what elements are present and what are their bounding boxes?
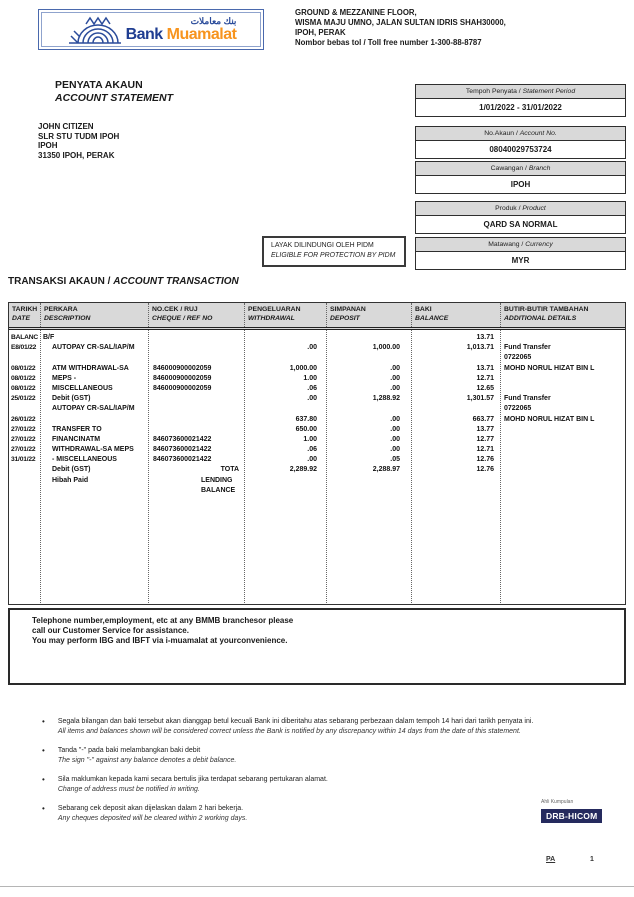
cell-desc <box>41 486 148 496</box>
cell-bal: 12.76 <box>476 466 494 474</box>
label-ms: No.Akaun / <box>484 130 518 137</box>
label-en: Product <box>522 205 546 212</box>
transaction-table <box>8 302 626 605</box>
header-en: DEPOSIT <box>330 314 360 322</box>
note-item <box>42 804 620 823</box>
bank-name-part2: Muamalat <box>166 25 237 43</box>
cell-desc <box>41 353 148 363</box>
header-withdrawal <box>244 303 326 327</box>
note-item <box>42 775 620 794</box>
cell-det: MOHD NORUL HIZAT BIN L <box>504 364 595 372</box>
label-ms: Cawangan / <box>490 165 527 172</box>
note-ms: Sila maklumkan kepada kami secara bertulis jika terdapat sebarang pertukaran alamat. <box>57 776 328 783</box>
cell-wd: .06 <box>307 384 317 392</box>
currency-label <box>416 238 625 252</box>
cell-bal <box>412 353 500 363</box>
cell-det <box>501 486 625 496</box>
notice-line: Telephone number,employment, etc at any BMMB branchesor please <box>32 616 294 625</box>
cell-ref: 846000900002059 <box>153 384 212 392</box>
branch-box <box>415 161 626 194</box>
cell-dep <box>327 476 411 486</box>
cell-wd <box>245 333 326 343</box>
cell-dep: .00 <box>390 425 400 433</box>
customer-address <box>38 122 119 160</box>
cell-dep: .00 <box>390 374 400 382</box>
account-number-box <box>415 126 626 159</box>
account-number-value: 08040029753724 <box>489 145 552 154</box>
bank-address-line: Nombor bebas tol / Toll free number 1-300-88-8787 <box>295 38 482 47</box>
cell-desc: FINANCINATM <box>52 435 101 443</box>
header-en: DATE <box>12 314 30 322</box>
label-en: Account No. <box>519 130 557 137</box>
currency-value: MYR <box>511 256 530 265</box>
cell-dep <box>327 404 411 414</box>
bank-logo-inner <box>41 12 261 47</box>
cell-wd: 637.80 <box>295 415 317 423</box>
cell-desc: MEPS - <box>52 374 77 382</box>
header-description <box>40 303 148 327</box>
cell-d: 27/01/22 <box>11 435 36 443</box>
cell-dep: 2,288.97 <box>372 466 400 474</box>
cell-ref <box>149 404 244 414</box>
statement-title-ms: PENYATA AKAUN <box>55 79 143 91</box>
cell-det: Fund Transfer <box>504 344 551 352</box>
cell-bal: 13.71 <box>476 364 494 372</box>
customer-line: IPOH <box>38 141 58 150</box>
column-desc <box>40 330 148 603</box>
header-additional-details <box>500 303 625 327</box>
label-ms: Matawang / <box>488 241 524 248</box>
cell-ref <box>149 343 244 353</box>
cell-desc: ATM WITHDRAWAL-SA <box>52 364 129 372</box>
cell-wd <box>245 486 326 496</box>
cell-wd <box>245 476 326 486</box>
pidm-line-en: ELIGIBLE FOR PROTECTION BY PIDM <box>271 251 396 259</box>
cell-desc: Hibah Paid <box>52 476 89 484</box>
statement-period-value: 1/01/2022 - 31/01/2022 <box>479 103 562 112</box>
account-number-label <box>416 127 625 141</box>
column-dep <box>326 330 411 603</box>
label-ms: Tempoh Penyata / <box>465 88 521 95</box>
cell-desc: WITHDRAWAL-SA MEPS <box>52 446 134 454</box>
cell-bal: 1,013.71 <box>466 344 494 352</box>
note-item <box>42 717 620 736</box>
cell-dep <box>327 486 411 496</box>
notice-line: You may perform IBG and IBFT via i-muamalat at yourconvenience. <box>32 636 288 645</box>
bottom-divider <box>0 886 634 887</box>
transaction-table-header <box>9 303 625 330</box>
cell-wd: 650.00 <box>295 425 317 433</box>
label-en: Statement Period <box>522 88 576 95</box>
cell-d <box>9 404 40 414</box>
cell-ref: TOTA <box>220 466 239 474</box>
cell-wd: 1,000.00 <box>289 364 317 372</box>
cell-bal: 663.77 <box>472 415 494 423</box>
section-title-ms: TRANSAKSI AKAUN / <box>8 276 111 287</box>
cell-ref: LENDING <box>201 476 233 484</box>
cell-d <box>9 486 40 496</box>
cell-bal: 13.77 <box>476 425 494 433</box>
cell-d: 08/01/22 <box>11 374 36 382</box>
currency-box <box>415 237 626 270</box>
cell-desc: AUTOPAY CR-SAL/IAP/M <box>52 405 135 413</box>
cell-wd: .00 <box>307 456 317 464</box>
cell-wd: 1.00 <box>303 435 317 443</box>
label-ms: Produk / <box>495 205 521 212</box>
cell-bal: 12.77 <box>476 435 494 443</box>
header-deposit <box>326 303 411 327</box>
cell-ref <box>149 415 244 425</box>
account-info-boxes <box>415 84 626 270</box>
cell-dep <box>327 333 411 343</box>
cell-desc: TRANSFER TO <box>52 425 102 433</box>
bank-address-line: GROUND & MEZZANINE FLOOR, <box>295 8 417 17</box>
customer-line: SLR STU TUDM IPOH <box>38 131 120 141</box>
drb-hicom-logo <box>541 799 602 824</box>
cell-bal: 1,301.57 <box>466 395 494 403</box>
label-en: Currency <box>525 241 553 248</box>
cell-det <box>501 445 625 455</box>
bank-address <box>295 8 506 48</box>
cell-desc <box>41 415 148 425</box>
cell-d: 27/01/22 <box>11 425 36 433</box>
statement-title <box>55 79 173 105</box>
cell-det <box>501 374 625 384</box>
pidm-line-ms: LAYAK DILINDUNGI OLEH PIDM <box>271 242 374 249</box>
cell-ref: 846000900002059 <box>153 374 212 382</box>
header-ms: TARIKH <box>12 306 38 313</box>
column-det <box>500 330 625 603</box>
cell-ref <box>149 394 244 404</box>
label-en: Branch <box>528 165 551 172</box>
cell-dep: .05 <box>390 456 400 464</box>
terms-notes <box>42 717 620 833</box>
group-name-badge: DRB-HICOM <box>541 809 602 823</box>
branch-label <box>416 162 625 176</box>
page-label: PA <box>546 856 556 863</box>
cell-wd: .00 <box>307 344 317 352</box>
cell-det: Fund Transfer <box>504 395 551 403</box>
header-ms: BAKI <box>415 306 432 313</box>
product-label <box>416 202 625 216</box>
cell-ref: 846073600021422 <box>153 456 212 464</box>
cell-d: 27/01/22 <box>11 446 36 454</box>
statement-period-label <box>416 85 625 99</box>
customer-notice-box <box>8 608 626 685</box>
cell-ref <box>149 425 244 435</box>
bank-address-line: WISMA MAJU UMNO, JALAN SULTAN IDRIS SHAH30000, <box>295 18 506 27</box>
cell-bal: 12.65 <box>476 384 494 392</box>
cell-bal <box>412 476 500 486</box>
pidm-protection-box <box>262 236 406 267</box>
header-ms: NO.CEK / RUJ <box>152 306 198 313</box>
cell-dep: 1,288.92 <box>372 395 400 403</box>
bank-name-arabic: بنك معاملات <box>190 15 237 26</box>
header-en: DESCRIPTION <box>44 314 91 322</box>
bank-logo-text <box>126 17 237 43</box>
cell-dep: .00 <box>390 435 400 443</box>
bullet-icon: • <box>42 804 45 813</box>
cell-wd: 2,289.92 <box>289 466 317 474</box>
cell-det <box>501 465 625 475</box>
column-wd <box>244 330 326 603</box>
bank-name-part1: Bank <box>125 25 163 43</box>
cell-wd <box>245 353 326 363</box>
cell-bal: 12.71 <box>476 446 494 454</box>
cell-det <box>501 425 625 435</box>
note-en: Change of address must be notified in writing. <box>57 785 200 793</box>
cell-dep: .00 <box>390 446 400 454</box>
cell-det <box>501 435 625 445</box>
note-ms: Tanda "-" pada baki melambangkan baki debit <box>57 747 201 754</box>
column-bal <box>411 330 500 603</box>
cell-det <box>501 333 625 343</box>
cell-desc: - MISCELLANEOUS <box>52 456 117 464</box>
header-ms: SIMPANAN <box>330 306 366 313</box>
cell-d: 31/01/22 <box>11 456 36 464</box>
cell-desc: MISCELLANEOUS <box>52 384 113 392</box>
cell-ref <box>149 333 244 343</box>
transactions-section-title <box>8 276 239 287</box>
cell-det: 0722065 <box>504 354 532 362</box>
transaction-table-body <box>9 330 625 603</box>
bank-logo <box>38 9 264 50</box>
cell-dep: .00 <box>390 415 400 423</box>
cell-det: MOHD NORUL HIZAT BIN L <box>504 415 595 423</box>
cell-d: E8/01/22 <box>11 344 37 352</box>
header-en: WITHDRAWAL <box>248 314 295 322</box>
header-en: ADDITIONAL DETAILS <box>504 314 577 322</box>
header-date <box>9 303 40 327</box>
note-en: Any cheques deposited will be cleared within 2 working days. <box>57 814 248 822</box>
header-ms: PENGELUARAN <box>248 306 301 313</box>
cell-d: 08/01/22 <box>11 384 36 392</box>
cell-dep: 1,000.00 <box>372 344 400 352</box>
cell-ref <box>149 353 244 363</box>
cell-wd: .00 <box>307 395 317 403</box>
header-en: BALANCE <box>415 314 449 322</box>
cell-desc: AUTOPAY CR-SAL/IAP/M <box>52 344 135 352</box>
header-en: CHEQUE / REF NO <box>152 314 213 322</box>
cell-ref: 846073600021422 <box>153 435 212 443</box>
customer-line: 31350 IPOH, PERAK <box>38 150 115 160</box>
bank-name <box>126 27 237 43</box>
product-value: QARD SA NORMAL <box>483 220 558 229</box>
cell-det: 0722065 <box>504 405 532 413</box>
header-balance <box>411 303 500 327</box>
branch-value: IPOH <box>510 180 531 189</box>
product-box <box>415 201 626 234</box>
cell-d: 08/01/22 <box>11 364 36 372</box>
cell-dep: .00 <box>390 384 400 392</box>
column-d <box>9 330 40 603</box>
note-en: All items and balances shown will be considered correct unless the Bank is notified by any discrepancy within 14 days from the date of this statement. <box>57 727 521 735</box>
cell-d: 26/01/22 <box>11 415 36 423</box>
mosque-dome-icon <box>66 15 124 45</box>
section-title-en: ACCOUNT TRANSACTION <box>113 276 239 287</box>
cell-bal: 12.71 <box>476 374 494 382</box>
statement-title-en: ACCOUNT STATEMENT <box>55 92 174 104</box>
cell-bal: 13.71 <box>476 334 494 341</box>
cell-dep: .00 <box>390 364 400 372</box>
cell-d: BALANC <box>11 334 39 341</box>
cell-desc: B/F <box>43 334 55 341</box>
note-ms: Segala bilangan dan baki tersebut akan dianggap betul kecuali Bank ini diberitahu atas sebarang perbezaan dalam tempoh 14 hari dari tarikh penyata ini. <box>57 718 534 725</box>
cell-ref: 846073600021422 <box>153 446 212 454</box>
cell-det <box>501 476 625 486</box>
cell-det <box>501 455 625 465</box>
notice-line: call our Customer Service for assistance. <box>32 626 189 635</box>
cell-ref: 846000900002059 <box>153 364 212 372</box>
cell-d <box>9 353 40 363</box>
note-en: The sign "-" against any balance denotes a debit balance. <box>57 756 237 764</box>
cell-wd <box>245 404 326 414</box>
cell-det <box>501 384 625 394</box>
cell-bal <box>412 404 500 414</box>
cell-wd: 1.00 <box>303 374 317 382</box>
page-number: 1 <box>590 856 594 863</box>
cell-bal <box>412 486 500 496</box>
bank-address-line: IPOH, PERAK <box>295 28 346 37</box>
cell-d <box>9 476 40 486</box>
cell-desc: Debit (GST) <box>52 395 91 403</box>
statement-period-box <box>415 84 626 117</box>
bullet-icon: • <box>42 775 45 784</box>
cell-desc: Debit (GST) <box>52 466 91 474</box>
header-ms: BUTIR-BUTIR TAMBAHAN <box>504 306 589 313</box>
header-ms: PERKARA <box>44 306 78 313</box>
cell-d: 25/01/22 <box>11 395 36 403</box>
cell-d <box>9 465 40 475</box>
cell-dep <box>327 353 411 363</box>
column-ref <box>148 330 244 603</box>
cell-ref: BALANCE <box>201 486 236 494</box>
note-item <box>42 746 620 765</box>
cell-wd: .06 <box>307 446 317 454</box>
customer-line: JOHN CITIZEN <box>38 122 94 131</box>
header-ref-no <box>148 303 244 327</box>
bullet-icon: • <box>42 746 45 755</box>
cell-bal: 12.76 <box>476 456 494 464</box>
note-ms: Sebarang cek deposit akan dijelaskan dalam 2 hari bekerja. <box>57 805 244 812</box>
group-label: Ahli Kumpulan <box>541 799 574 805</box>
bullet-icon: • <box>42 717 45 726</box>
